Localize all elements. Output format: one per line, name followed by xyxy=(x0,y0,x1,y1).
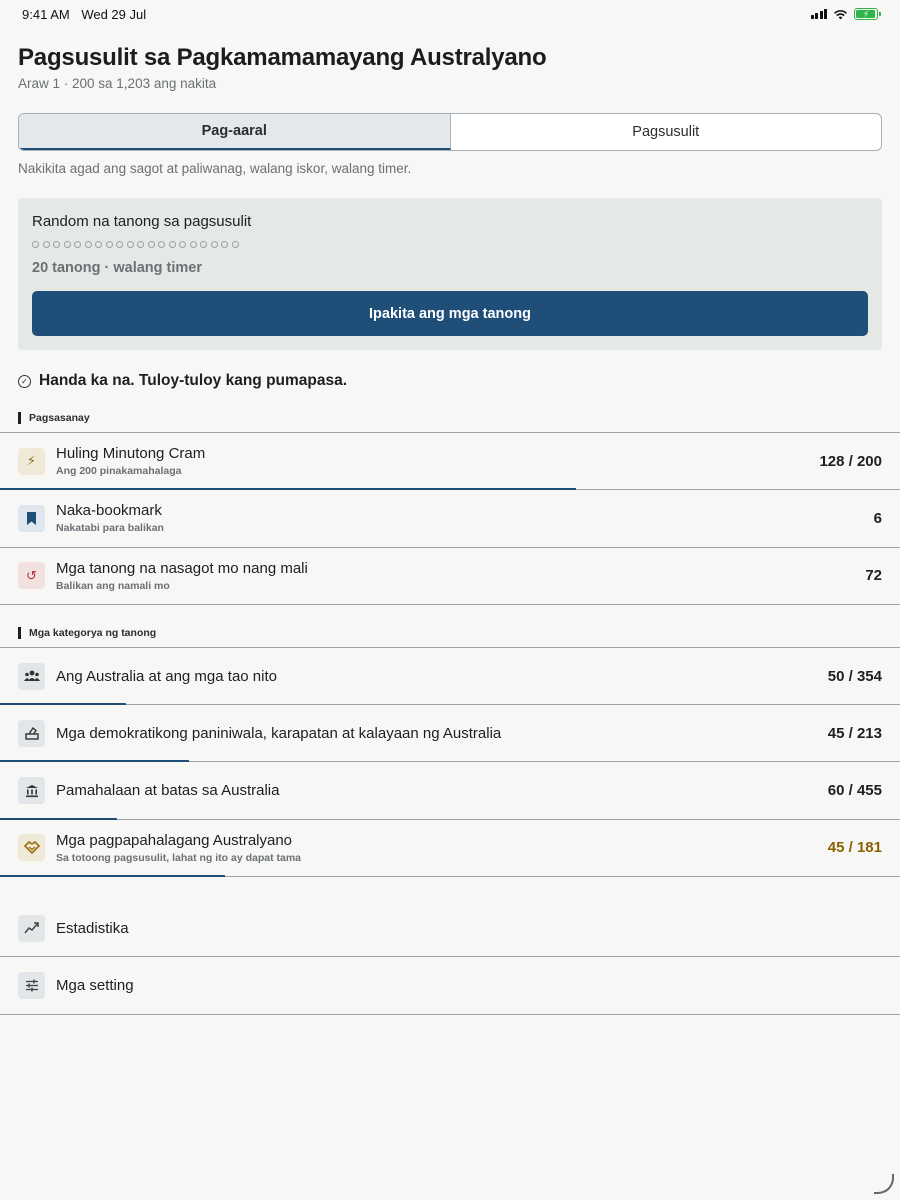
resize-corner-icon xyxy=(874,1174,894,1194)
category-item-text xyxy=(56,832,828,864)
status-date: Wed 29 Jul xyxy=(81,6,147,22)
practice-item[interactable] xyxy=(0,433,900,490)
footer-item-title: Mga setting xyxy=(56,977,134,995)
practice-item-text xyxy=(56,560,865,592)
category-item-text xyxy=(56,782,828,799)
practice-item-subtitle: Ang 200 pinakamahalaga xyxy=(56,465,182,478)
category-item-text xyxy=(56,725,828,742)
chart-line-icon xyxy=(18,915,45,942)
category-item-title: Mga demokratikong paniniwala, karapatan at kalayaan ng Australia xyxy=(56,724,502,742)
practice-item-count: 128 / 200 xyxy=(819,452,882,470)
question-dot xyxy=(85,241,92,248)
question-dot xyxy=(221,241,228,248)
footer-list xyxy=(0,899,900,1015)
question-dot xyxy=(232,241,239,248)
show-questions-button[interactable]: Ipakita ang mga tanong xyxy=(32,291,868,336)
people-icon xyxy=(18,663,45,690)
practice-item-title: Naka-bookmark xyxy=(56,502,162,520)
header xyxy=(0,28,900,91)
footer-item-text xyxy=(56,977,882,994)
sliders-icon xyxy=(18,972,45,999)
section-label-categories: Mga kategorya ng tanong xyxy=(18,627,882,639)
question-dot xyxy=(53,241,60,248)
ready-message: Handa ka na. Tuloy-tuloy kang pumapasa. xyxy=(39,372,348,389)
question-dot xyxy=(179,241,186,248)
category-item[interactable] xyxy=(0,762,900,819)
tab-test[interactable]: Pagsusulit xyxy=(632,124,700,140)
wifi-icon xyxy=(833,9,848,20)
footer-item-title: Estadistika xyxy=(56,919,129,937)
handshake-icon xyxy=(18,834,45,861)
category-list xyxy=(0,647,900,877)
category-item-title: Pamahalaan at batas sa Australia xyxy=(56,782,280,800)
practice-item[interactable] xyxy=(0,490,900,547)
battery-icon: ⚡ xyxy=(854,8,878,20)
category-item-count: 45 / 213 xyxy=(827,724,882,742)
ready-status xyxy=(18,372,882,390)
practice-item-text xyxy=(56,445,819,477)
question-dot xyxy=(64,241,71,248)
quiz-card xyxy=(18,198,882,350)
status-right xyxy=(811,8,879,20)
tab-study[interactable]: Pag-aaral xyxy=(19,114,451,150)
practice-item-subtitle: Balikan ang namali mo xyxy=(56,579,170,592)
category-item-count: 45 / 181 xyxy=(827,839,882,857)
practice-item-subtitle: Nakatabi para balikan xyxy=(56,522,164,535)
question-dot xyxy=(32,241,39,248)
category-item-title: Ang Australia at ang mga tao nito xyxy=(56,667,277,685)
footer-item-text xyxy=(56,920,882,937)
mode-hint: Nakikita agad ang sagot at paliwanag, walang iskor, walang timer. xyxy=(18,161,412,176)
quiz-card-meta: 20 tanong · walang timer xyxy=(32,260,202,276)
page-title: Pagsusulit sa Pagkamamamayang Australyano xyxy=(18,44,547,71)
practice-item-count: 72 xyxy=(865,567,882,585)
question-dot xyxy=(74,241,81,248)
quiz-card-title: Random na tanong sa pagsusulit xyxy=(32,213,252,230)
practice-item-count: 6 xyxy=(873,509,882,527)
cellular-signal-icon xyxy=(811,9,828,19)
ballot-icon xyxy=(18,720,45,747)
practice-list xyxy=(0,432,900,605)
category-item-subtitle: Sa totoong pagsusulit, lahat ng ito ay dapat tama xyxy=(56,851,302,864)
question-dot xyxy=(211,241,218,248)
question-dot xyxy=(106,241,113,248)
practice-item-title: Mga tanong na nasagot mo nang mali xyxy=(56,559,308,577)
status-bar xyxy=(0,0,900,28)
category-item-title: Mga pagpapahalagang Australyano xyxy=(56,831,293,849)
category-item-text xyxy=(56,668,828,685)
question-dot xyxy=(158,241,165,248)
category-item[interactable] xyxy=(0,705,900,762)
question-dot xyxy=(95,241,102,248)
practice-item[interactable] xyxy=(0,548,900,605)
mode-segmented-control xyxy=(18,113,882,151)
category-item[interactable] xyxy=(0,820,900,877)
status-time: 9:41 AM xyxy=(22,6,70,22)
question-dot xyxy=(148,241,155,248)
footer-item[interactable] xyxy=(0,900,900,957)
category-item-count: 60 / 455 xyxy=(827,782,882,800)
question-dot xyxy=(200,241,207,248)
question-dot xyxy=(137,241,144,248)
category-item-progress-bar xyxy=(0,875,225,877)
question-dot xyxy=(190,241,197,248)
page-subtitle: Araw 1 · 200 sa 1,203 ang nakita xyxy=(18,76,217,91)
section-label-practice: Pagsasanay xyxy=(18,412,882,424)
category-item-count: 50 / 354 xyxy=(827,667,882,685)
question-dot xyxy=(169,241,176,248)
bookmark-icon xyxy=(18,505,45,532)
practice-item-title: Huling Minutong Cram xyxy=(56,445,206,463)
question-dot xyxy=(116,241,123,248)
question-progress-dots xyxy=(32,241,868,248)
category-item[interactable] xyxy=(0,648,900,705)
question-dot xyxy=(127,241,134,248)
government-building-icon xyxy=(18,777,45,804)
practice-item-text xyxy=(56,502,874,534)
retry-icon: ↺ xyxy=(18,562,45,589)
check-circle-icon: ✓ xyxy=(18,375,31,388)
footer-item[interactable] xyxy=(0,957,900,1014)
question-dot xyxy=(43,241,50,248)
lightning-icon: ⚡ xyxy=(18,448,45,475)
status-left xyxy=(22,7,154,22)
